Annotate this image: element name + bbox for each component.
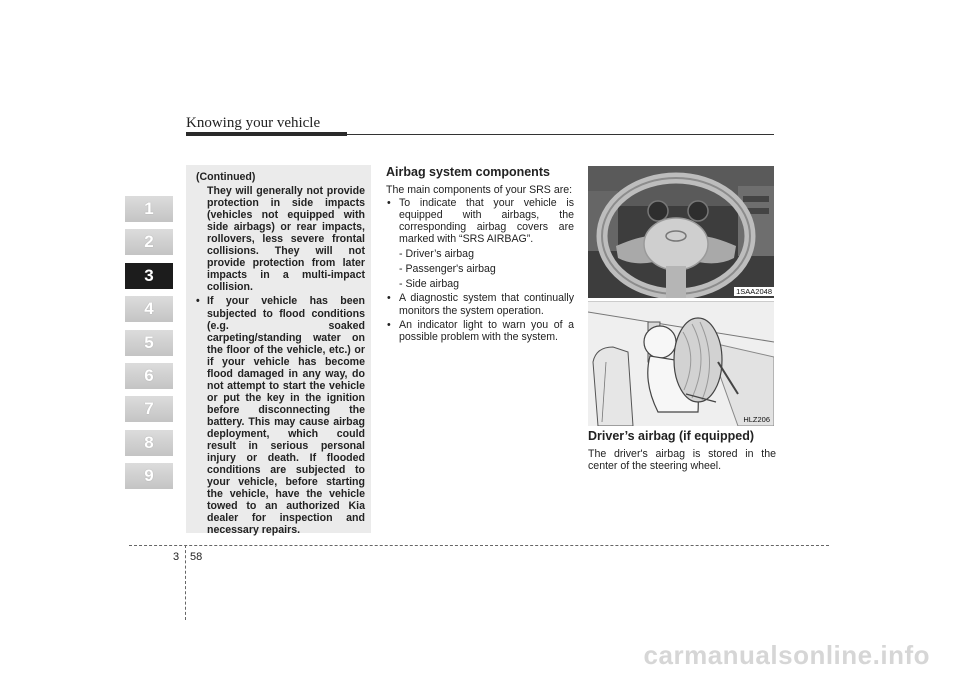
header-title: Knowing your vehicle (186, 115, 321, 131)
driver-airbag-heading: Driver’s airbag (if equipped) (588, 429, 755, 443)
bullet-icon: • (387, 318, 391, 331)
caution-bullet (193, 295, 365, 536)
sub-item-driver: - Driver’s airbag (399, 248, 474, 261)
caution-bullet-text: If your vehicle has been subjected to flood conditions (e.g. soaked carpeting/standing water on the floor of the vehicle, etc.) or if your vehicle has become flood damaged in any way, do not attempt to start the vehicle or put the key in the ignition before disconnecting the battery. This may cause airbag deployment, which could result in serious personal injury or death. If flooded conditions are subjected to your vehicle, before starting the vehicle, have the vehicle towed to an authorized Kia dealer for inspection and necessary repairs. (207, 295, 365, 537)
footer-page-number: 58 (190, 551, 203, 563)
components-section (386, 165, 574, 345)
steering-wheel-photo (588, 166, 774, 298)
bullet-icon: • (387, 292, 391, 305)
figure-code-steering: 1SAA2048 (736, 287, 772, 296)
components-heading: Airbag system components (386, 165, 550, 179)
chapter-tab-9[interactable]: 9 (125, 463, 173, 489)
continued-label: (Continued) (196, 171, 256, 183)
driver-airbag-text: The driver's airbag is stored in the center of the steering wheel. (588, 448, 776, 473)
chapter-tab-1[interactable]: 1 (125, 196, 173, 222)
chapter-tab-4[interactable]: 4 (125, 296, 173, 322)
chapter-tab-8[interactable]: 8 (125, 430, 173, 456)
driver-airbag-section (588, 429, 776, 472)
watermark: carmanualsonline.info (643, 640, 930, 670)
sub-item-side: - Side airbag (399, 278, 460, 291)
chapter-tab-5[interactable]: 5 (125, 330, 173, 356)
figure-code-airbag: HLZ206 (743, 415, 770, 424)
airbag-deployment-icon (588, 302, 774, 426)
bullet-icon: • (196, 295, 200, 308)
footer-divider (185, 545, 186, 620)
airbag-illustration (588, 301, 774, 426)
components-bullet-3 (386, 319, 574, 343)
bullet-icon: • (387, 197, 391, 210)
sub-item-passenger: - Passenger's airbag (399, 263, 496, 276)
components-bullet-3-text: An indicator light to warn you of a possible problem with the system. (399, 318, 574, 343)
caution-paragraph: They will generally not provide protection in side impacts (vehicles not equipped with side airbags) or rear impacts, rollovers, less severe frontal collisions. They will not provide protection from later impacts in a multi-impact collision. (207, 185, 365, 294)
chapter-tab-7[interactable]: 7 (125, 396, 173, 422)
components-bullet-2-text: A diagnostic system that continually monitors the system operation. (399, 292, 574, 317)
chapter-tab-6[interactable]: 6 (125, 363, 173, 389)
footer-rule (129, 545, 829, 546)
steering-wheel-icon (588, 166, 774, 298)
chapter-tab-3[interactable]: 3 (125, 263, 173, 289)
chapter-tabs (125, 196, 173, 497)
components-intro: The main components of your SRS are: (386, 184, 573, 196)
header-rule-accent (186, 132, 347, 136)
footer-chapter-number: 3 (173, 551, 180, 563)
components-bullet-1-text: To indicate that your vehicle is equipped with airbags, the corresponding airbag covers are marked with “SRS AIRBAG”. (399, 197, 574, 246)
caution-box (186, 165, 371, 537)
components-bullet-1 (386, 197, 574, 245)
chapter-tab-2[interactable]: 2 (125, 229, 173, 255)
components-bullet-2 (386, 292, 574, 316)
